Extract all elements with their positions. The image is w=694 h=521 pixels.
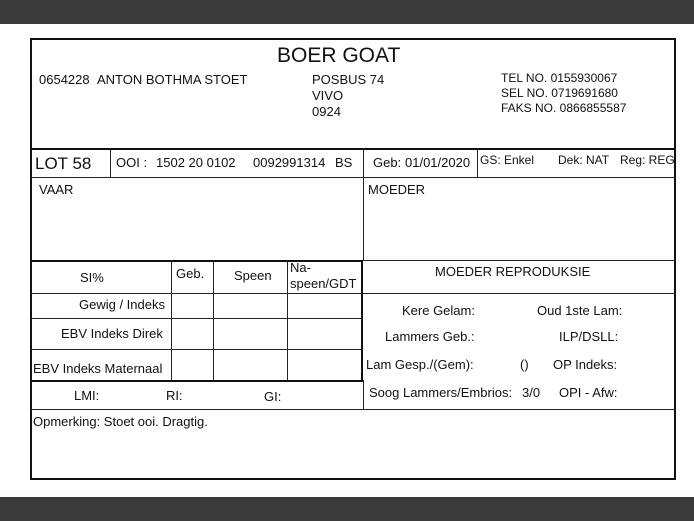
si-table-header-naspeen-2: speen/GDT [290, 276, 357, 291]
remarks-text: Opmerking: Stoet ooi. Dragtig. [33, 414, 208, 429]
si-table-col-divider-2 [213, 260, 214, 380]
lot-row-divider [30, 177, 676, 178]
si-table-col-divider-3 [287, 260, 288, 380]
owner-address-line-1: POSBUS 74 [312, 72, 385, 87]
gi-label: GI: [264, 389, 282, 404]
gs-cell-divider [477, 148, 478, 177]
moeder-label: MOEDER [368, 182, 426, 197]
reproduction-top-divider [363, 260, 676, 261]
geb-value: 01/01/2020 [405, 155, 471, 170]
si-row-gewig-indeks: Gewig / Indeks [79, 297, 165, 312]
si-table-row-divider-2 [30, 318, 363, 319]
owner-address-line-2: VIVO [312, 88, 344, 103]
lam-gesp-value: () [520, 357, 529, 372]
si-table-header-geb: Geb. [176, 266, 205, 281]
si-table-header-speen: Speen [234, 268, 272, 283]
dek-value: Dek: NAT [558, 153, 610, 167]
si-row-ebv-direk: EBV Indeks Direk [61, 326, 163, 341]
gs-value: GS: Enkel [480, 153, 535, 167]
si-table-bottom-border [30, 380, 363, 382]
oud-1ste-lam-label: Oud 1ste Lam: [537, 303, 623, 318]
geb-cell-divider [363, 148, 364, 177]
op-indeks-label: OP Indeks: [553, 357, 618, 372]
animal-id-number: 0092991314 [253, 155, 326, 170]
si-table-header-si: SI% [80, 270, 104, 285]
owner-name: ANTON BOTHMA STOET [97, 72, 248, 87]
si-table-header-naspeen-1: Na- [290, 260, 311, 275]
geb-label: Geb: [373, 155, 402, 170]
reproduction-title: MOEDER REPRODUKSIE [435, 264, 591, 279]
owner-sel: SEL NO. 0719691680 [501, 86, 618, 100]
ooi-value: 1502 20 0102 [156, 155, 236, 170]
bottom-dark-border [0, 497, 694, 521]
lmi-label: LMI: [74, 388, 100, 403]
lot-cell-divider [110, 148, 111, 177]
reg-value: Reg: REG [620, 153, 675, 167]
ri-label: RI: [166, 388, 183, 403]
soog-lammers-label: Soog Lammers/Embrios: [369, 385, 513, 400]
animal-id-suffix: BS [335, 155, 353, 170]
vaar-label: VAAR [39, 182, 74, 197]
lot-number: LOT 58 [35, 154, 92, 173]
owner-tel: TEL NO. 0155930067 [501, 71, 618, 85]
si-table-row-divider-3 [30, 349, 363, 350]
si-table-top-border [30, 260, 363, 262]
soog-lammers-value: 3/0 [522, 385, 541, 400]
si-table-col-divider-1 [171, 260, 172, 380]
si-row-ebv-maternaal: EBV Indeks Maternaal [33, 361, 163, 376]
remarks-divider [30, 409, 676, 410]
reproduction-title-divider [363, 293, 676, 294]
card-title: BOER GOAT [277, 44, 401, 67]
indices-divider [363, 380, 364, 409]
ilp-dsll-label: ILP/DSLL: [559, 329, 619, 344]
owner-code: 0654228 [39, 72, 90, 87]
ooi-label: OOI : [116, 155, 148, 170]
si-table-row-divider-1 [30, 293, 363, 294]
owner-address-line-3: 0924 [312, 104, 341, 119]
owner-faks: FAKS NO. 0866855587 [501, 101, 627, 115]
opi-afw-label: OPI - Afw: [559, 385, 618, 400]
si-table-right-border [361, 260, 363, 382]
parents-divider [363, 177, 364, 260]
lammers-geb-label: Lammers Geb.: [385, 329, 475, 344]
header-divider [30, 148, 676, 150]
lam-gesp-label: Lam Gesp./(Gem): [366, 357, 474, 372]
top-dark-border [0, 0, 694, 24]
kere-gelam-label: Kere Gelam: [402, 303, 475, 318]
